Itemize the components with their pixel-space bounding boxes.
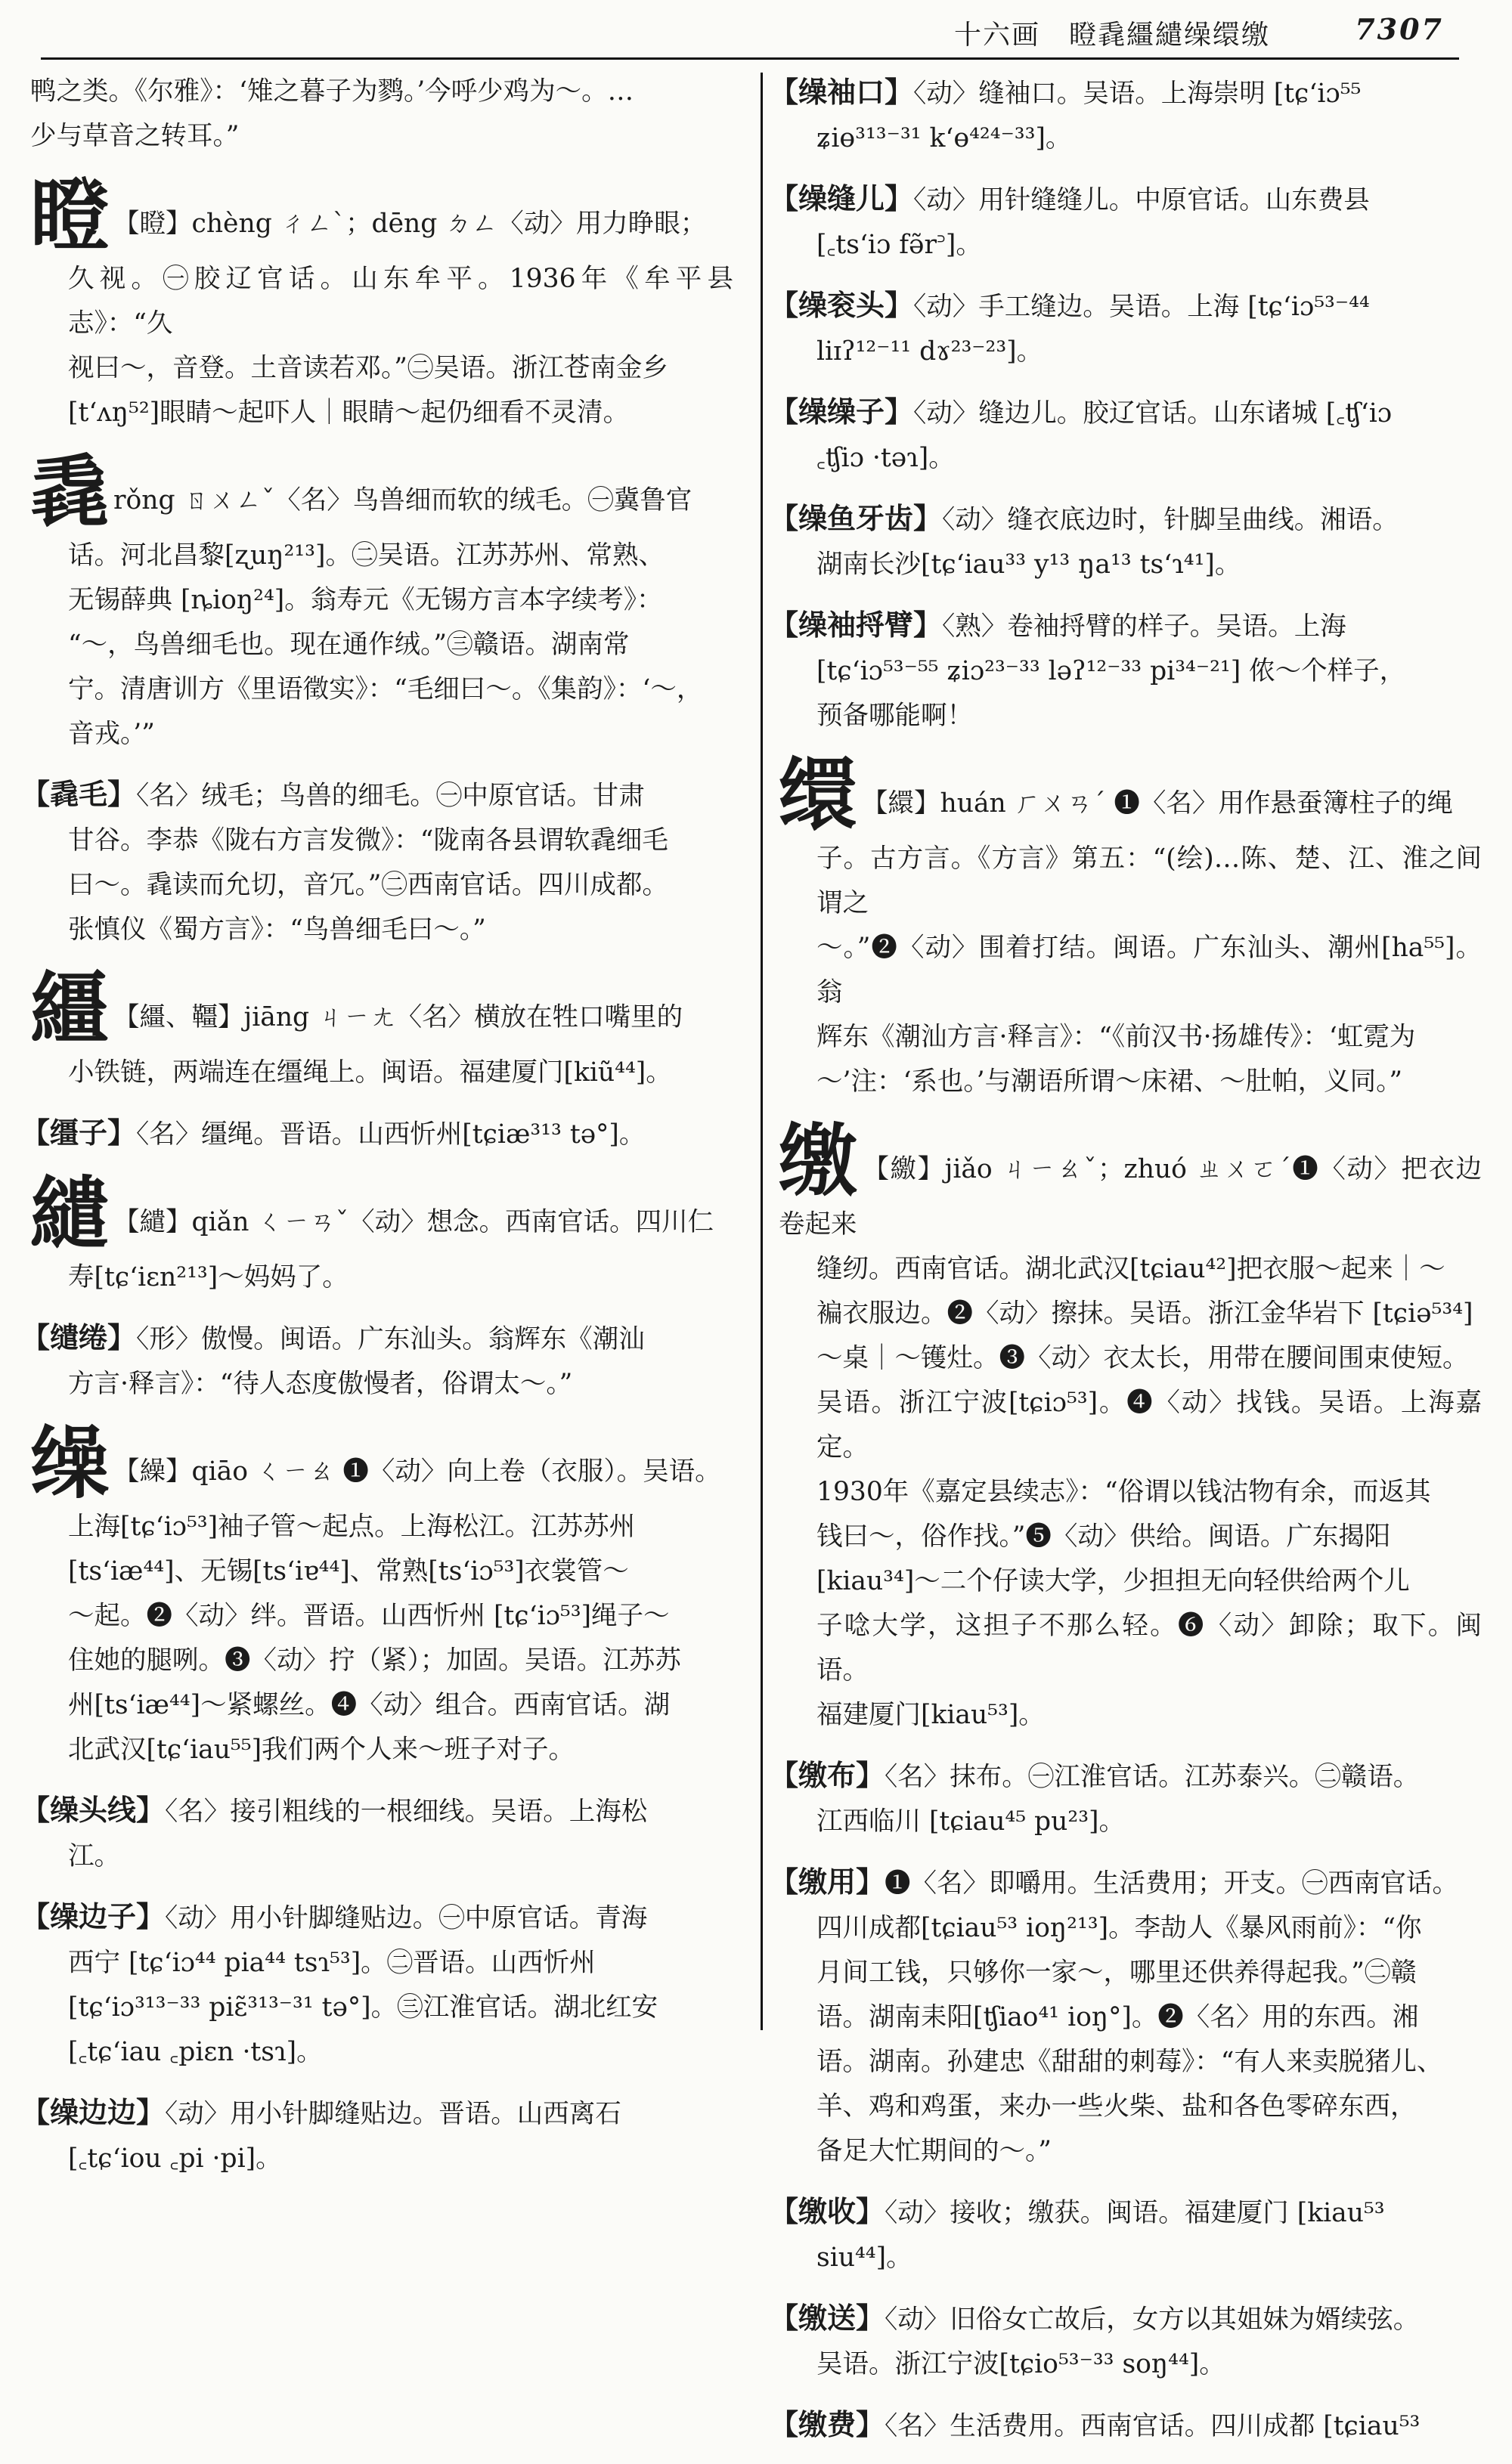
entry-line (30, 70, 733, 114)
sub-headword: 【缲缲子】 (770, 395, 914, 429)
dictionary-entry (770, 2402, 1482, 2449)
entry-line (770, 496, 1482, 543)
entry-text: 【繾】qiǎn ㄑㄧㄢˇ〈动〉想念。西南官话。四川仁 (113, 1207, 714, 1237)
entry-line: [kiau³⁴]～二个仔读大学，少担担无向轻供给两个儿 (816, 1566, 1410, 1596)
entry-line: 久视。㊀胶辽官话。山东牟平。1936年《牟平县志》：“久 (68, 264, 733, 339)
entry-text: 【繮、韁】jiāng ㄐㄧㄤ〈名〉横放在牲口嘴里的 (113, 1002, 683, 1032)
entry-line (30, 1167, 733, 1260)
entry-line: 月间工钱，只够你一家～，哪里还供养得起我。”㊁赣 (816, 1958, 1417, 1988)
entry-line (21, 1788, 733, 1834)
sub-headword: 【缰子】 (21, 1116, 137, 1150)
entry-line (770, 283, 1482, 330)
sub-headword: 【缲边边】 (21, 2095, 166, 2129)
entry-line: 视曰～，音登。土音读若邓。”㊁吴语。浙江苍南金乡 (68, 353, 668, 383)
entry-text: 鸭之类。《尔雅》：‘雉之暮子为鹨。’今呼少鸡为～。… (30, 76, 634, 107)
entry-line (21, 772, 733, 819)
entry-line: 住她的腿咧。❸〈动〉拧（紧）；加固。吴语。江苏苏 (68, 1645, 681, 1676)
entry-line: 西宁 [tɕ‘iɔ⁴⁴ pia⁴⁴ tsɿ⁵³]。㊁晋语。山西忻州 (68, 1948, 596, 1978)
dictionary-entry (779, 748, 1482, 1104)
headword-character: 瞪 (30, 169, 110, 262)
entry-text: 〈动〉手工缝边。吴语。上海 [tɕ‘iɔ⁵³⁻⁴⁴ (913, 292, 1370, 322)
entry-line: liɪʔ¹²⁻¹¹ dɤ²³⁻²³]。 (816, 336, 1043, 367)
entry-text: 〈动〉旧俗女亡故后，女方以其姐妹为婿续弦。 (885, 2305, 1420, 2335)
right-column (770, 70, 1482, 2464)
entry-line (21, 1894, 733, 1941)
entry-line: 州[ts‘iæ⁴⁴]～紧螺丝。❹〈动〉组合。西南官话。湖 (68, 1690, 671, 1720)
entry-line: [tɕ‘iɔ⁵³⁻⁵⁵ ʑiɔ²³⁻³³ ləʔ¹²⁻³³ pi³⁴⁻²¹] 侬～个样子， (816, 656, 1406, 686)
headword-character: 缴 (779, 1114, 859, 1207)
sub-headword: 【缲头线】 (21, 1793, 166, 1827)
entry-line: 缝纫。西南官话。湖北武汉[tɕiau⁴²]把衣服～起来｜～ (816, 1254, 1445, 1284)
dictionary-entry (30, 962, 733, 1095)
entry-line: 少与草音之转耳。” (30, 121, 240, 151)
dictionary-entry (30, 70, 733, 159)
entry-line: 寿[tɕ‘iɛn²¹³]～妈妈了。 (68, 1262, 349, 1292)
entry-text: 〈名〉缰绳。晋语。山西忻州[tɕiæ³¹³ tə°]。 (136, 1119, 646, 1150)
sub-headword: 【缲袖捋臂】 (770, 608, 943, 642)
entry-line: 1930年《嘉定县续志》：“俗谓以钱沽物有余，而返其 (816, 1477, 1431, 1507)
entry-line: ～。”❷〈动〉围着打结。闽语。广东汕头、潮州[ha⁵⁵]。翁 (816, 933, 1482, 1008)
column-divider (761, 73, 763, 2030)
sub-headword: 【毳毛】 (21, 777, 137, 811)
entry-line: 子。古方言。《方言》第五：“(绘)…陈、楚、江、淮之间谓之 (816, 844, 1482, 918)
entry-line: 江西临川 [tɕiau⁴⁵ pu²³]。 (816, 1806, 1125, 1837)
entry-line: [꜀tɕ‘iau ꜀piɛn ·tsɿ]。 (68, 2037, 323, 2067)
entry-line: 羊、鸡和鸡蛋，来办一些火柴、盐和各色零碎东西， (816, 2091, 1417, 2122)
entry-line (21, 1110, 733, 1157)
entry-line (770, 1753, 1482, 1800)
sub-headword: 【缲鱼牙齿】 (770, 501, 943, 535)
entry-line: 无锡薛典 [ȵioŋ²⁴]。翁寿元《无锡方言本字续考》： (68, 585, 663, 615)
entry-line (770, 389, 1482, 436)
entry-line: ～’注：‘系也。’与潮语所谓～床裙、～肚帕，义同。” (816, 1066, 1403, 1097)
dictionary-entry (21, 1110, 733, 1157)
sub-headword: 【缴收】 (770, 2194, 885, 2228)
left-column (21, 70, 733, 2196)
entry-text: 〈动〉用小针脚缝贴边。㊀中原官话。青海 (165, 1903, 648, 1933)
entry-line (21, 2090, 733, 2137)
entry-line (770, 176, 1482, 223)
entry-line: 江。 (68, 1841, 120, 1871)
entry-line: ꜀ʧiɔ ·təɿ]。 (816, 443, 955, 473)
entry-line: ～起。❷〈动〉绊。晋语。山西忻州 [tɕ‘iɔ⁵³]绳子～ (68, 1601, 670, 1631)
entry-line (770, 2189, 1482, 2236)
entry-line: [꜀tɕ‘iou ꜀pi ·pi]。 (68, 2144, 282, 2174)
entry-line: 吴语。浙江宁波[tɕiɔ⁵³]。❹〈动〉找钱。吴语。上海嘉定。 (816, 1388, 1482, 1463)
entry-line: 北武汉[tɕ‘iau⁵⁵]我们两个人来～班子对子。 (68, 1735, 575, 1765)
dictionary-entry (21, 772, 733, 952)
entry-line: 吴语。浙江宁波[tɕio⁵³⁻³³ soŋ⁴⁴]。 (816, 2349, 1225, 2379)
entry-text: 〈名〉抹布。㊀江淮官话。江苏泰兴。㊁赣语。 (885, 1762, 1420, 1792)
dictionary-entry (770, 283, 1482, 374)
sub-headword: 【缲袖口】 (770, 75, 914, 109)
dictionary-entry (770, 602, 1482, 738)
headword-character: 繾 (30, 1167, 110, 1260)
sub-headword: 【缲衮头】 (770, 288, 914, 322)
entry-line (770, 70, 1482, 116)
entry-line: 上海[tɕ‘iɔ⁵³]袖子管～起点。上海松江。江苏苏州 (68, 1512, 636, 1542)
headword-character: 缳 (779, 748, 858, 841)
dictionary-entry (30, 1167, 733, 1300)
entry-line: 褊衣服边。❷〈动〉擦抹。吴语。浙江金华岩下 [tɕiə⁵³⁴] (816, 1299, 1473, 1329)
entry-line (30, 445, 733, 538)
entry-line: 曰～。毳读而允切，音冗。”㊁西南官话。四川成都。 (68, 870, 668, 900)
headword-character: 缲 (30, 1416, 110, 1509)
entry-line: [tɕ‘iɔ³¹³⁻³³ piɛ̃³¹³⁻³¹ tə°]。㊂江淮官话。湖北红安 (68, 1992, 658, 2023)
dictionary-entry (770, 2189, 1482, 2280)
entry-line: 小铁链，两端连在缰绳上。闽语。福建厦门[kiũ⁴⁴]。 (68, 1057, 672, 1088)
dictionary-entry (770, 70, 1482, 161)
entry-text: 〈动〉接收；缴获。闽语。福建厦门 [kiau⁵³ (885, 2198, 1385, 2228)
entry-line: 方言·释言》：“待人态度傲慢者，俗谓太～。” (68, 1369, 573, 1399)
entry-line (779, 1114, 1482, 1247)
entry-line: siu⁴⁴]。 (816, 2243, 912, 2273)
entry-line (30, 1416, 733, 1509)
dictionary-entry (770, 176, 1482, 268)
entry-line (770, 2295, 1482, 2342)
entry-line (30, 962, 733, 1055)
entry-text: 〈动〉用小针脚缝贴边。晋语。山西离石 (165, 2099, 621, 2129)
dictionary-entry (770, 496, 1482, 587)
page-number: 7307 (1355, 12, 1444, 46)
dictionary-entry (30, 169, 733, 435)
entry-line: 湖南长沙[tɕ‘iau³³ y¹³ ŋa¹³ ts‘ɿ⁴¹]。 (816, 549, 1241, 580)
entry-line (770, 1859, 1482, 1906)
entry-text: ❶〈名〉即嚼用。生活费用；开支。㊀西南官话。 (885, 1868, 1459, 1899)
headword-character: 毳 (30, 445, 110, 538)
entry-line: 甘谷。李恭《陇右方言发微》：“陇南各县谓软毳细毛 (68, 825, 668, 856)
dictionary-entry (779, 1114, 1482, 1738)
entry-text: 〈动〉用针缝缝儿。中原官话。山东费县 (913, 185, 1370, 215)
entry-line: [t‘ʌŋ⁵²]眼睛～起吓人｜眼睛～起仍细看不灵清。 (68, 398, 630, 428)
entry-line: ʑiɵ³¹³⁻³¹ k‘ɵ⁴²⁴⁻³³]。 (816, 123, 1072, 153)
entry-text: 〈熟〉卷袖捋臂的样子。吴语。上海 (942, 611, 1346, 642)
header-rule (41, 57, 1459, 60)
entry-line: 话。河北昌黎[ʐuŋ²¹³]。㊁吴语。江苏苏州、常熟、 (68, 540, 665, 571)
entry-line: 备足大忙期间的～。” (816, 2136, 1052, 2166)
entry-text: 【繰】qiāo ㄑㄧㄠ ❶〈动〉向上卷（衣服）。吴语。 (113, 1456, 721, 1487)
entry-line: 四川成都[tɕiau⁵³ ioŋ²¹³]。李劼人《暴风雨前》：“你 (816, 1913, 1422, 1943)
sub-headword: 【缲缝儿】 (770, 181, 914, 215)
dictionary-entry (21, 1788, 733, 1879)
entry-text: 【瞪】chèng ㄔㄥˋ；dēng ㄉㄥ〈动〉用力睁眼； (113, 209, 707, 239)
entry-line (779, 748, 1482, 841)
entry-text: 〈动〉缝边儿。胶辽官话。山东诸城 [꜀ʧ‘iɔ (913, 398, 1393, 429)
entry-line: 张慎仪《蜀方言》：“鸟兽细毛曰～。” (68, 915, 486, 945)
dictionary-entry (21, 1315, 733, 1407)
entry-line: 福建厦门[kiau⁵³]。 (816, 1700, 1045, 1730)
entry-line: 宁。清唐训方《里语徵实》：“毛细曰～。《集韵》：‘～， (68, 674, 703, 704)
dictionary-entry (30, 445, 733, 757)
entry-text: 【繳】jiǎo ㄐㄧㄠˇ；zhuó ㄓㄨㄛˊ❶〈动〉把衣边卷起来 (779, 1154, 1482, 1240)
running-header: 十六画 瞪毳繮繾缲缳缴 (953, 20, 1270, 51)
sub-headword: 【缴布】 (770, 1758, 885, 1792)
sub-headword: 【缴用】 (770, 1865, 885, 1899)
entry-line: 辉东《潮汕方言·释言》：“《前汉书·扬雄传》：‘虹霓为 (816, 1022, 1416, 1052)
entry-text: rǒng ㄖㄨㄥˇ〈名〉鸟兽细而软的绒毛。㊀冀鲁官 (113, 485, 692, 515)
entry-line: 子唸大学，这担子不那么轻。❻〈动〉卸除；取下。闽语。 (816, 1611, 1482, 1685)
entry-text: 〈名〉生活费用。西南官话。四川成都 [tɕiau⁵³ (885, 2411, 1421, 2441)
dictionary-entry (21, 1894, 733, 2075)
entry-text: 〈名〉绒毛；鸟兽的细毛。㊀中原官话。甘肃 (136, 781, 645, 811)
sub-headword: 【缱绻】 (21, 1320, 137, 1354)
sub-headword: 【缴送】 (770, 2301, 885, 2335)
entry-line (30, 169, 733, 262)
dictionary-entry (30, 1416, 733, 1772)
dictionary-entry (770, 1859, 1482, 2174)
sub-headword: 【缴费】 (770, 2407, 885, 2441)
entry-line (770, 2402, 1482, 2449)
sub-headword: 【缲边子】 (21, 1899, 166, 1933)
entry-line: 语。湖南耒阳[ʧiao⁴¹ ioŋ°]。❷〈名〉用的东西。湘 (816, 2002, 1419, 2032)
dictionary-entry (21, 2090, 733, 2181)
entry-line: 语。湖南。孙建忠《甜甜的刺莓》：“有人来卖脱猪儿、 (816, 2047, 1443, 2077)
entry-line: 预备哪能啊！ (816, 701, 973, 731)
dictionary-entry (770, 2295, 1482, 2387)
entry-line: 音戎。’” (68, 719, 155, 749)
entry-line: “～，鸟兽细毛也。现在通作绒。”㊂赣语。湖南常 (68, 630, 630, 660)
entry-text: 〈名〉接引粗线的一根细线。吴语。上海松 (165, 1797, 648, 1827)
entry-line (770, 602, 1482, 649)
entry-text: 〈动〉缝衣底边时，针脚呈曲线。湘语。 (942, 505, 1399, 535)
dictionary-entry (770, 389, 1482, 481)
entry-line (21, 1315, 733, 1362)
entry-text: 〈形〉傲慢。闽语。广东汕头。翁辉东《潮汕 (136, 1324, 645, 1354)
entry-text: 〈动〉缝袖口。吴语。上海崇明 [tɕ‘iɔ⁵⁵ (913, 79, 1362, 109)
headword-character: 繮 (30, 962, 110, 1055)
entry-text: 【繯】huán ㄏㄨㄢˊ ❶〈名〉用作悬蚕簿柱子的绳 (862, 788, 1453, 819)
entry-line: [ts‘iæ⁴⁴]、无锡[ts‘iɐ⁴⁴]、常熟[ts‘iɔ⁵³]衣裳管～ (68, 1556, 629, 1586)
dictionary-entry (770, 1753, 1482, 1844)
entry-line: [꜀ts‘iɔ fə̃r꜄]。 (816, 230, 982, 260)
entry-line: 钱曰～，俗作找。”❺〈动〉供给。闽语。广东揭阳 (816, 1521, 1391, 1552)
entry-line: ～桌｜～镬灶。❸〈动〉衣太长，用带在腰间围束使短。 (816, 1343, 1469, 1373)
